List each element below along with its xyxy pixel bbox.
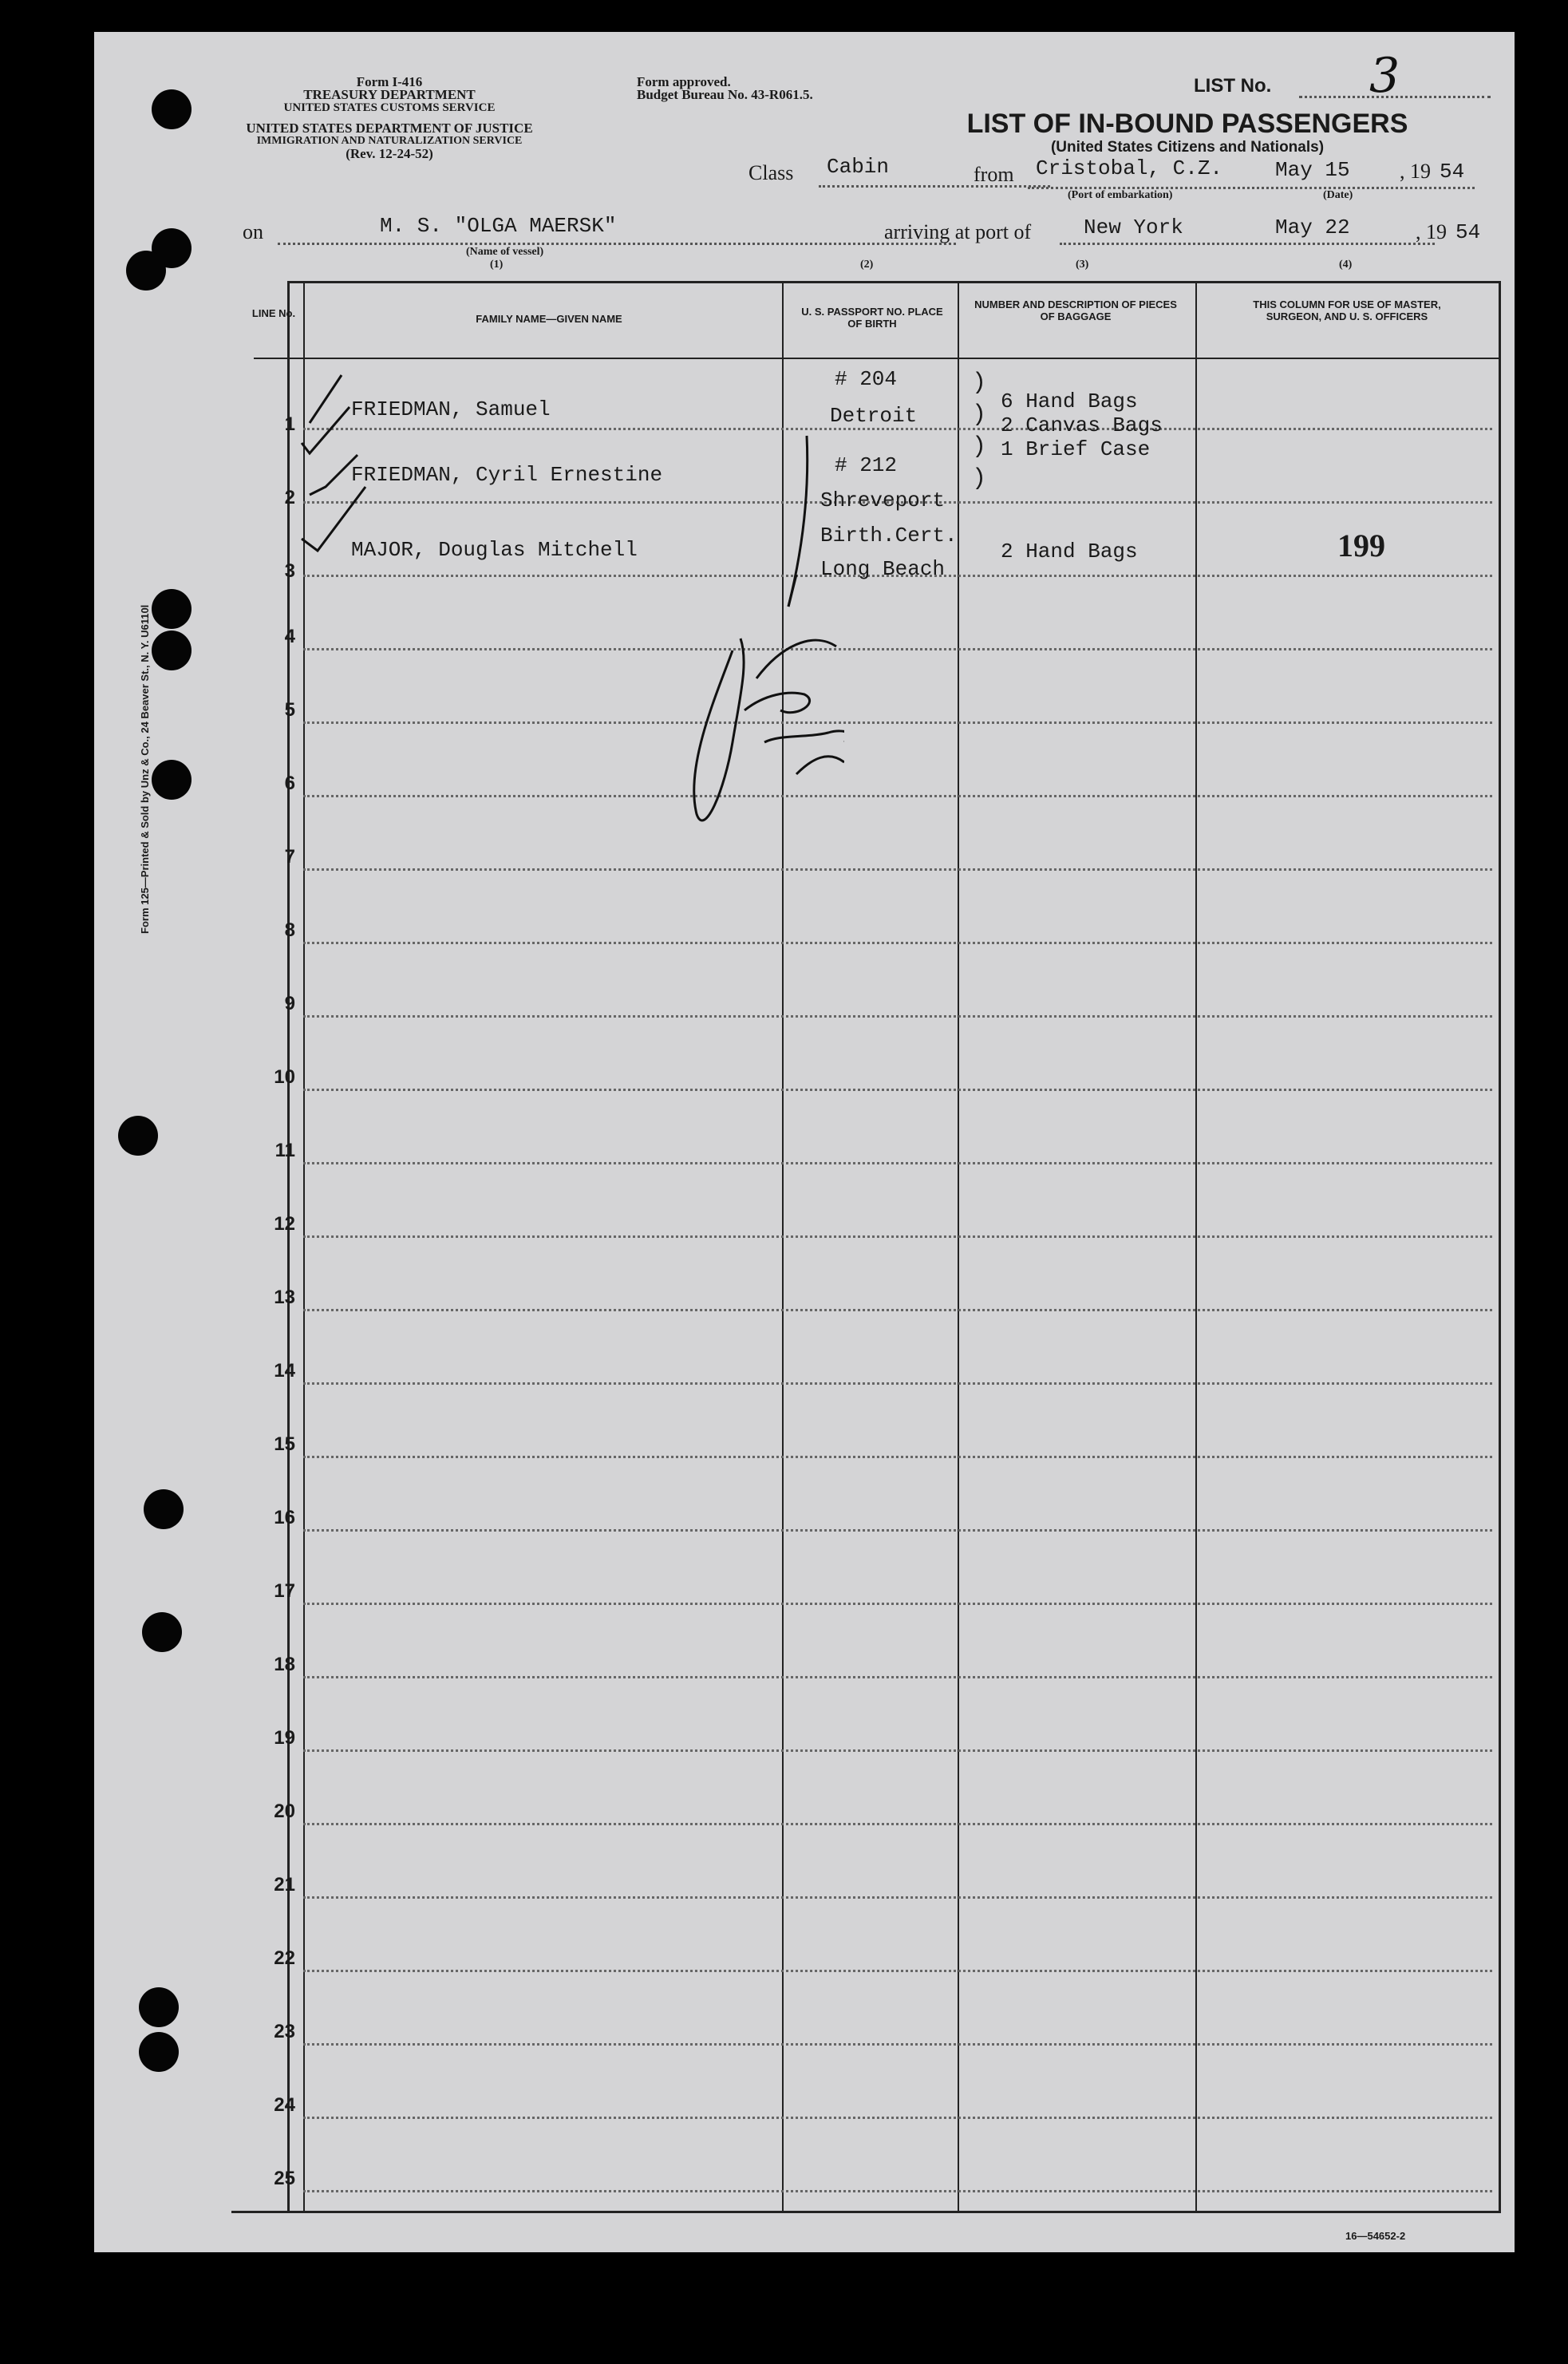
passport-header: U. S. PASSPORT NO. PLACE OF BIRTH — [801, 306, 943, 330]
row-dotted-line — [303, 1749, 1492, 1752]
line-number: 13 — [274, 1287, 295, 1308]
line-number: 23 — [274, 2021, 295, 2042]
list-label: LIST No. — [1194, 75, 1272, 97]
baggage-col-sep — [1195, 281, 1197, 2212]
revision: (Rev. 12-24-52) — [346, 146, 433, 161]
form-approved: Form approved. — [637, 74, 731, 89]
row-dotted-line — [303, 1162, 1492, 1164]
row-dotted-line — [303, 1970, 1492, 1972]
entry-3-birthplace: Long Beach — [820, 557, 946, 581]
row-dotted-line — [303, 2117, 1492, 2119]
baggage-3: 1 Brief Case — [1001, 437, 1151, 461]
line-number: 2 — [284, 487, 295, 508]
row-dotted-line — [303, 1603, 1492, 1605]
line-number: 17 — [274, 1580, 295, 1602]
row-dotted-line — [303, 1896, 1492, 1899]
table-bottom-border — [231, 2211, 1501, 2213]
line-number: 6 — [284, 773, 295, 794]
baggage-brace: ) ) ) ) — [972, 370, 987, 492]
form-number: Form I-416 — [356, 74, 423, 89]
row-dotted-line — [303, 1529, 1492, 1532]
line-number: 16 — [274, 1507, 295, 1528]
printer-imprint: Form 125—Printed & Sold by Unz & Co., 24 Beaver St., N. Y. U6110l — [139, 604, 151, 934]
year1-value: 54 — [1440, 160, 1465, 184]
from-label: from — [974, 163, 1014, 186]
vessel-caption: (Name of vessel) — [466, 246, 544, 258]
arriving-label: arriving at port of — [884, 220, 1032, 243]
line-number: 12 — [274, 1213, 295, 1235]
line-number: 15 — [274, 1433, 295, 1455]
baggage-header: NUMBER AND DESCRIPTION OF PIECES OF BAGGAGE — [974, 298, 1177, 322]
line-number: 3 — [284, 560, 295, 582]
justice-department: UNITED STATES DEPARTMENT OF JUSTICE — [246, 121, 533, 136]
budget-bureau: Budget Bureau No. 43-R061.5. — [637, 87, 813, 102]
officer-count: 199 — [1337, 528, 1385, 563]
line-number: 24 — [274, 2094, 295, 2116]
col-1-caption: (1) — [490, 259, 504, 271]
row-dotted-line — [303, 1015, 1492, 1018]
from-value: Cristobal, C.Z. — [1036, 156, 1223, 180]
departure-date: May 15 — [1275, 158, 1350, 182]
arrival-port: New York — [1084, 215, 1183, 239]
col-4-caption: (4) — [1339, 259, 1353, 271]
baggage-2: 2 Canvas Bags — [1001, 413, 1163, 437]
punch-hole — [152, 631, 192, 670]
date-caption: (Date) — [1323, 189, 1353, 201]
vessel-name: M. S. "OLGA MAERSK" — [380, 214, 617, 238]
class-label: Class — [748, 161, 794, 184]
punch-hole — [118, 1116, 158, 1156]
row-dotted-line — [303, 2043, 1492, 2046]
year1-prefix: , 19 — [1400, 160, 1431, 183]
punch-hole — [152, 89, 192, 129]
year2-value: 54 — [1455, 220, 1481, 244]
baggage-1: 6 Hand Bags — [1001, 389, 1138, 413]
document-sheet — [94, 32, 1515, 2252]
line-no-header: LINE No. — [251, 307, 296, 319]
line-number: 8 — [284, 919, 295, 941]
punch-hole — [152, 760, 192, 800]
class-value: Cabin — [827, 155, 890, 179]
passport-col-sep — [958, 281, 959, 2212]
punch-hole — [139, 2032, 179, 2072]
line-number: 11 — [274, 1140, 295, 1161]
baggage-4: 2 Hand Bags — [1001, 540, 1138, 563]
row-dotted-line — [303, 1382, 1492, 1385]
row-dotted-line — [303, 1309, 1492, 1311]
entry-3-name: MAJOR, Douglas Mitchell — [351, 538, 638, 562]
name-header: FAMILY NAME—GIVEN NAME — [476, 313, 622, 325]
row-dotted-line — [303, 868, 1492, 871]
row-dotted-line — [303, 942, 1492, 944]
line-number: 14 — [274, 1360, 295, 1382]
from-caption: (Port of embarkation) — [1068, 189, 1173, 201]
entry-2-passport: # 212 — [835, 453, 898, 477]
list-number: 3 — [1369, 48, 1400, 104]
table-right-border — [1499, 281, 1501, 2212]
row-dotted-line — [303, 1823, 1492, 1825]
officer-signature — [694, 638, 844, 820]
arriving-line — [1060, 243, 1435, 245]
arrival-date: May 22 — [1275, 215, 1350, 239]
ins-service: IMMIGRATION AND NATURALIZATION SERVICE — [256, 135, 523, 147]
entry-3-document: Birth.Cert. — [820, 524, 958, 548]
punch-hole — [142, 1612, 182, 1652]
entry-2-name: FRIEDMAN, Cyril Ernestine — [351, 463, 663, 487]
line-number: 19 — [274, 1727, 295, 1749]
col-3-caption: (3) — [1076, 259, 1089, 271]
line-number: 5 — [284, 699, 295, 721]
row-dotted-line — [303, 1456, 1492, 1458]
line-number: 21 — [274, 1874, 295, 1896]
line-number: 4 — [284, 626, 295, 647]
line-number: 20 — [274, 1801, 295, 1822]
page-title: LIST OF IN-BOUND PASSENGERS — [966, 109, 1408, 139]
line-number: 9 — [284, 993, 295, 1014]
line-number: 18 — [274, 1654, 295, 1675]
line-number: 25 — [274, 2168, 295, 2189]
punch-hole — [139, 1987, 179, 2027]
page-subtitle: (United States Citizens and Nationals) — [1050, 139, 1325, 156]
line-number: 7 — [284, 846, 295, 868]
punch-hole — [126, 251, 166, 291]
footer-code: 16—54652-2 — [1345, 2230, 1406, 2242]
row-dotted-line — [303, 2190, 1492, 2192]
line-number: 22 — [274, 1947, 295, 1969]
customs-service: UNITED STATES CUSTOMS SERVICE — [283, 101, 496, 114]
entry-1-birthplace: Detroit — [830, 404, 918, 428]
officers-header: THIS COLUMN FOR USE OF MASTER, SURGEON, AND U. S. OFFICERS — [1253, 298, 1441, 322]
class-line — [819, 185, 1050, 188]
row-dotted-line — [303, 1676, 1492, 1678]
row-dotted-line — [303, 1235, 1492, 1238]
entry-2-birthplace: Shreveport — [820, 488, 946, 512]
table-top-border — [287, 281, 1501, 283]
department: TREASURY DEPARTMENT — [303, 87, 476, 102]
year2-prefix: , 19 — [1416, 220, 1447, 243]
punch-hole — [144, 1489, 184, 1529]
line-number: 1 — [284, 413, 295, 435]
on-label: on — [243, 220, 263, 243]
handwritten-checkmarks — [286, 359, 844, 854]
vessel-line — [278, 243, 956, 245]
punch-hole — [152, 589, 192, 629]
line-number: 10 — [274, 1066, 295, 1088]
col-2-caption: (2) — [860, 259, 874, 271]
row-dotted-line — [303, 1089, 1492, 1091]
entry-1-name: FRIEDMAN, Samuel — [351, 397, 551, 421]
entry-1-passport: # 204 — [835, 367, 898, 391]
